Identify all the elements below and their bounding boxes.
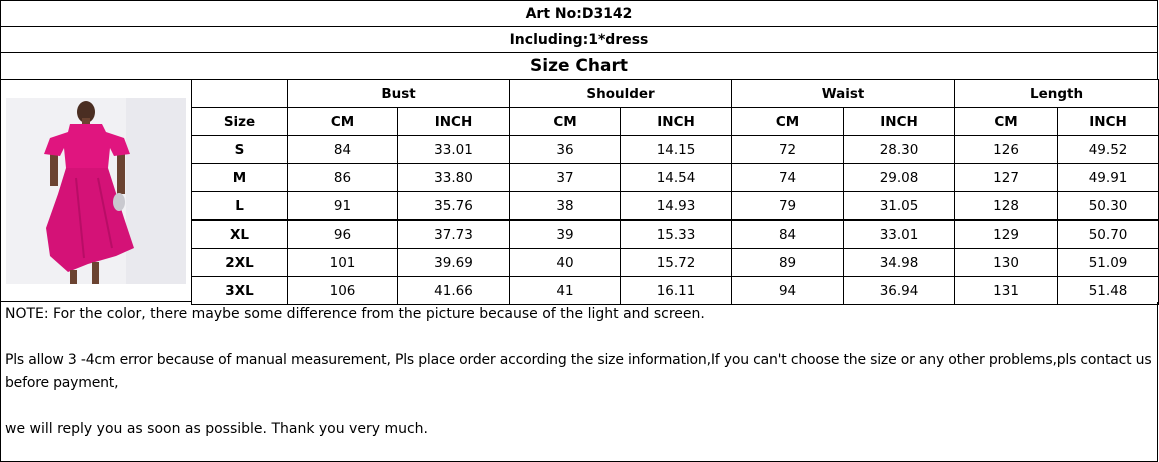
unit-header: INCH: [398, 108, 510, 136]
table-row: [192, 277, 1159, 305]
value-cell: 127: [955, 164, 1058, 192]
value-cell: 51.09: [1058, 249, 1159, 277]
group-length: Length: [955, 80, 1159, 108]
value-cell: 101: [288, 249, 398, 277]
size-cell: 3XL: [192, 277, 288, 305]
value-cell: 33.01: [844, 220, 955, 249]
value-cell: 29.08: [844, 164, 955, 192]
value-cell: 38: [510, 192, 621, 221]
table-row: [192, 136, 1159, 164]
value-cell: 15.72: [621, 249, 732, 277]
size-chart-title: Size Chart: [0, 52, 1158, 79]
value-cell: 72: [732, 136, 844, 164]
value-cell: 130: [955, 249, 1058, 277]
value-cell: 14.54: [621, 164, 732, 192]
value-cell: 129: [955, 220, 1058, 249]
value-cell: 84: [732, 220, 844, 249]
size-cell: M: [192, 164, 288, 192]
value-cell: 84: [288, 136, 398, 164]
unit-header: INCH: [844, 108, 955, 136]
size-cell: L: [192, 192, 288, 221]
value-cell: 36.94: [844, 277, 955, 305]
value-cell: 39: [510, 220, 621, 249]
value-cell: 37.73: [398, 220, 510, 249]
table-row: [192, 192, 1159, 221]
unit-header: CM: [955, 108, 1058, 136]
unit-header: CM: [732, 108, 844, 136]
measurement-note: Pls allow 3 -4cm error because of manual measurement, Pls place order according the size information,If you can't choose the size or any other problems,pls contact us before payment,: [5, 352, 1152, 391]
value-cell: 50.70: [1058, 220, 1159, 249]
product-photo: [6, 98, 186, 284]
value-cell: 89: [732, 249, 844, 277]
value-cell: 131: [955, 277, 1058, 305]
size-table: [191, 79, 1159, 305]
value-cell: 31.05: [844, 192, 955, 221]
group-header-row: [192, 80, 1159, 108]
value-cell: 106: [288, 277, 398, 305]
size-cell: 2XL: [192, 249, 288, 277]
unit-header: CM: [510, 108, 621, 136]
value-cell: 14.93: [621, 192, 732, 221]
value-cell: 28.30: [844, 136, 955, 164]
value-cell: 50.30: [1058, 192, 1159, 221]
value-cell: 91: [288, 192, 398, 221]
value-cell: 41: [510, 277, 621, 305]
table-row: [192, 164, 1159, 192]
value-cell: 79: [732, 192, 844, 221]
value-cell: 36: [510, 136, 621, 164]
value-cell: 40: [510, 249, 621, 277]
notes-block: [0, 302, 1158, 462]
value-cell: 128: [955, 192, 1058, 221]
reply-note: we will reply you as soon as possible. Thank you very much.: [5, 421, 428, 437]
size-header: Size: [192, 108, 288, 136]
value-cell: 74: [732, 164, 844, 192]
value-cell: 51.48: [1058, 277, 1159, 305]
group-bust: Bust: [288, 80, 510, 108]
header-blank: [192, 80, 288, 108]
value-cell: 39.69: [398, 249, 510, 277]
value-cell: 86: [288, 164, 398, 192]
value-cell: 126: [955, 136, 1058, 164]
value-cell: 33.01: [398, 136, 510, 164]
dress-illustration: [6, 98, 186, 284]
value-cell: 34.98: [844, 249, 955, 277]
product-photo-cell: [0, 79, 191, 302]
unit-header: CM: [288, 108, 398, 136]
table-row: [192, 220, 1159, 249]
unit-header-row: [192, 108, 1159, 136]
value-cell: 49.91: [1058, 164, 1159, 192]
group-waist: Waist: [732, 80, 955, 108]
value-cell: 16.11: [621, 277, 732, 305]
unit-header: INCH: [621, 108, 732, 136]
value-cell: 41.66: [398, 277, 510, 305]
color-note: NOTE: For the color, there maybe some difference from the picture because of the light and screen.: [5, 306, 705, 322]
size-cell: XL: [192, 220, 288, 249]
unit-header: INCH: [1058, 108, 1159, 136]
group-shoulder: Shoulder: [510, 80, 732, 108]
value-cell: 33.80: [398, 164, 510, 192]
value-cell: 14.15: [621, 136, 732, 164]
art-number: Art No:D3142: [0, 0, 1158, 26]
value-cell: 37: [510, 164, 621, 192]
size-cell: S: [192, 136, 288, 164]
including-line: Including:1*dress: [0, 26, 1158, 52]
value-cell: 49.52: [1058, 136, 1159, 164]
value-cell: 94: [732, 277, 844, 305]
table-row: [192, 249, 1159, 277]
value-cell: 35.76: [398, 192, 510, 221]
value-cell: 15.33: [621, 220, 732, 249]
value-cell: 96: [288, 220, 398, 249]
